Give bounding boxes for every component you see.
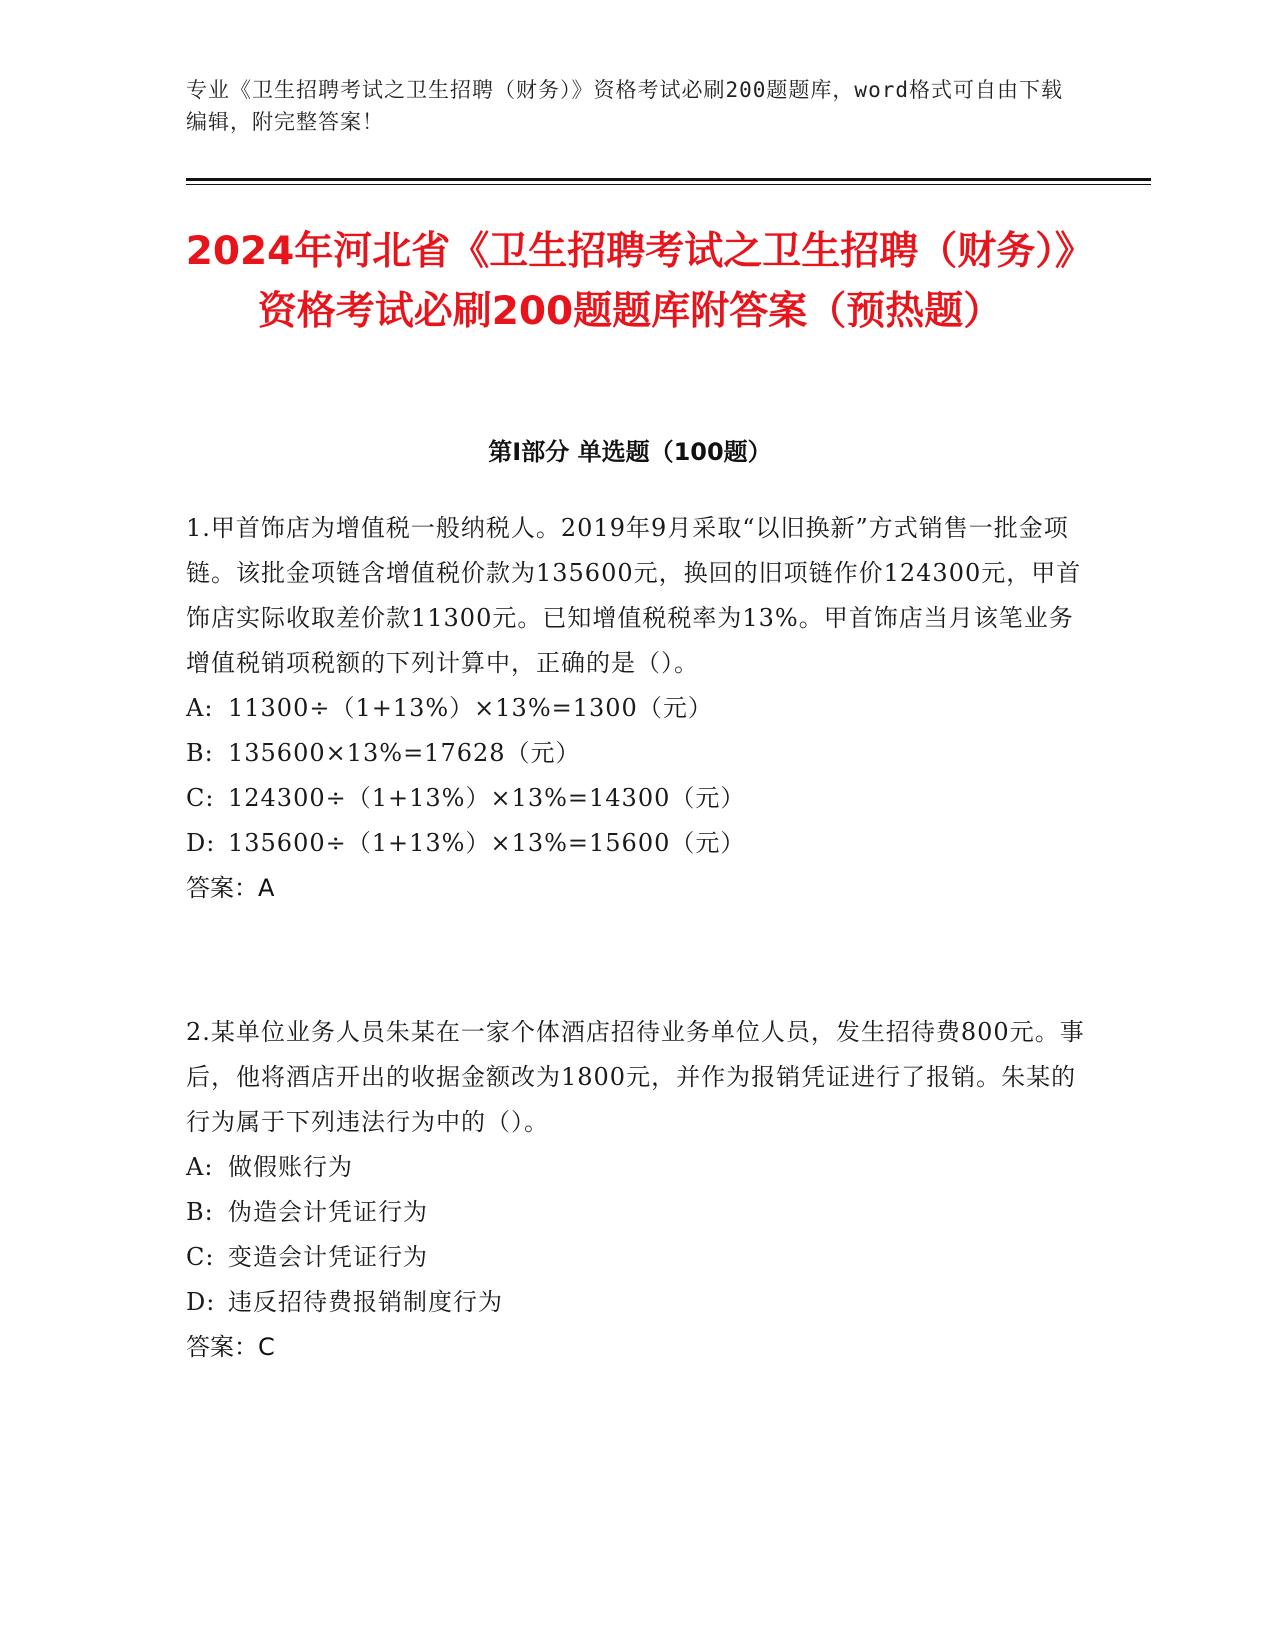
option-key: C: [186, 784, 215, 812]
option-b [186, 731, 1086, 776]
option-key: B: [186, 739, 214, 767]
option-text: 11300÷（1+13%）×13%=1300（元） [228, 694, 713, 722]
option-text: 做假账行为 [228, 1153, 353, 1181]
option-a [186, 1145, 1086, 1190]
document-title: 2024年河北省《卫生招聘考试之卫生招聘（财务）》资格考试必刷200题题库附答案（预热题） [185, 229, 1075, 334]
question-stem: 1.甲首饰店为增值税一般纳税人。2019年9月采取“以旧换新”方式销售一批金项链。该批金项链含增值税价款为135600元，换回的旧项链作价124300元，甲首饰店实际收取差价款11300元。已知增值税税率为13%。甲首饰店当月该笔业务增值税销项税额的下列计算中，正确的是（）。 [186, 514, 1082, 677]
option-d [186, 1280, 1086, 1325]
option-key: D: [186, 829, 216, 857]
option-text: 伪造会计凭证行为 [228, 1198, 428, 1226]
option-key: C: [186, 1243, 215, 1271]
option-d [186, 821, 1086, 866]
option-text: 变造会计凭证行为 [228, 1243, 428, 1271]
option-a [186, 686, 1086, 731]
option-key: A: [186, 694, 214, 722]
option-text: 违反招待费报销制度行为 [228, 1288, 503, 1316]
option-c [186, 1235, 1086, 1280]
option-key: A: [186, 1153, 214, 1181]
section-heading: 第I部分 单选题（100题） [488, 438, 772, 466]
option-text: 135600×13%=17628（元） [228, 739, 581, 767]
question-stem: 2.某单位业务人员朱某在一家个体酒店招待业务单位人员，发生招待费800元。事后，他将酒店开出的收据金额改为1800元，并作为报销凭证进行了报销。朱某的行为属于下列违法行为中的（）。 [186, 1018, 1085, 1136]
option-b [186, 1190, 1086, 1235]
answer: 答案：A [186, 874, 275, 902]
option-text: 135600÷（1+13%）×13%=15600（元） [228, 829, 746, 857]
option-key: B: [186, 1198, 214, 1226]
header-note: 专业《卫生招聘考试之卫生招聘（财务）》资格考试必刷200题题库，word格式可自由下载编辑，附完整答案！ [186, 78, 1063, 134]
question-2 [186, 1010, 1086, 1370]
question-1 [186, 506, 1086, 911]
header-divider-thin [186, 184, 1151, 185]
option-c [186, 776, 1086, 821]
option-text: 124300÷（1+13%）×13%=14300（元） [228, 784, 746, 812]
header-divider-thick [186, 178, 1151, 181]
option-key: D: [186, 1288, 216, 1316]
answer: 答案：C [186, 1333, 275, 1361]
